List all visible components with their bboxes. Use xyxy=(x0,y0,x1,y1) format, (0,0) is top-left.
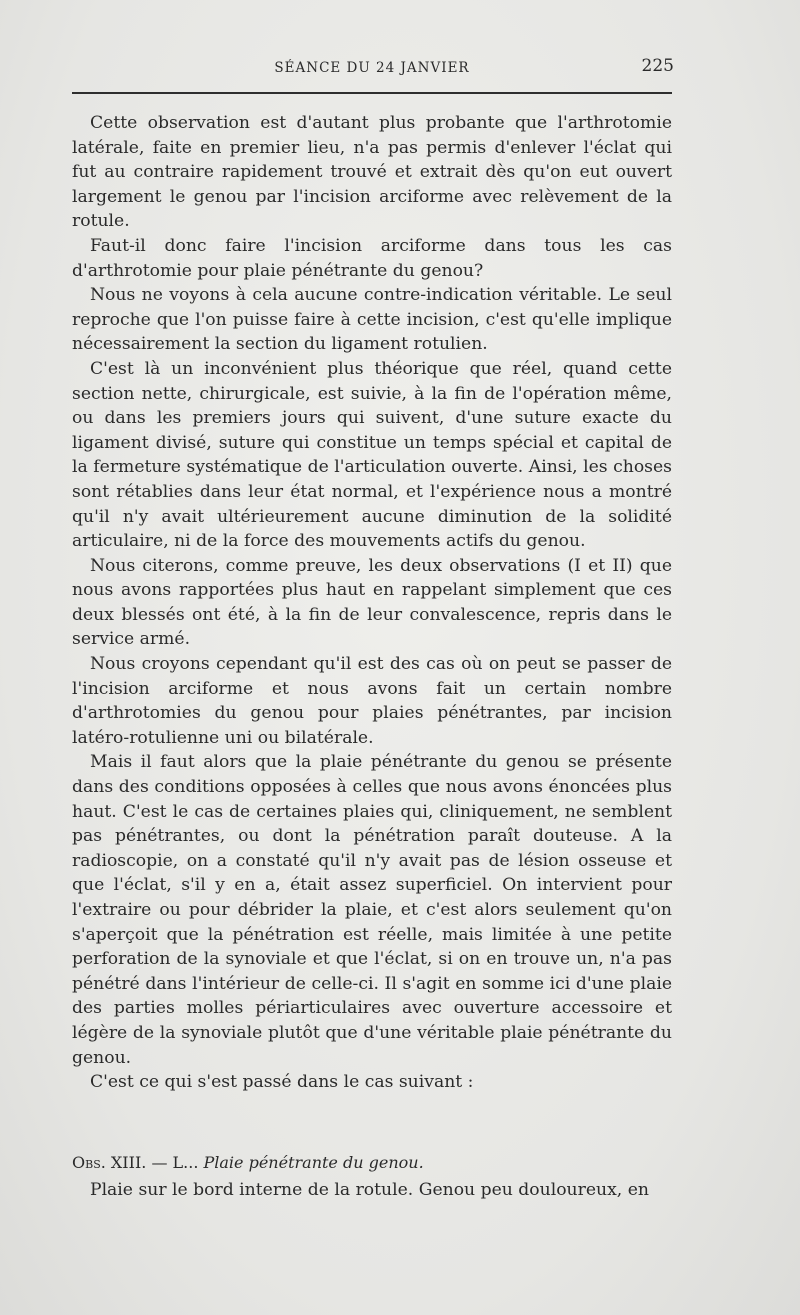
page-number: 225 xyxy=(641,56,674,76)
page-header xyxy=(72,56,672,80)
observation-title: Plaie pénétrante du genou. xyxy=(203,1153,424,1172)
observation-patient: — L... xyxy=(146,1153,204,1172)
observation-heading xyxy=(72,1151,672,1175)
running-head: SÉANCE DU 24 JANVIER xyxy=(274,60,470,76)
paragraph: Cette observation est d'autant plus probante que l'arthrotomie latérale, faite en premier lieu, n'a pas permis d'enlever l'éclat qui fut au contraire rapidement trouvé et extrait dès qu'on eut ouvert largement le genou par l'incision arciforme avec relèvement de la rotule. xyxy=(72,113,672,232)
paragraph: Faut-il donc faire l'incision arciforme dans tous les cas d'arthrotomie pour plaie pénétrante du genou? xyxy=(72,235,672,281)
paragraph: C'est là un inconvénient plus théorique que réel, quand cette section nette, chirurgicale, est suivie, à la fin de l'opération même, ou dans les premiers jours qui suivent, d'une suture exacte du ligament divisé, suture qui constitue un temps spécial et capital de la fermeture systématique de l'articulation ouverte. Ainsi, les choses sont rétablies dans leur état normal, et l'expérience nous a montré qu'il n'y avait ultérieurement aucune diminution de la solidité articulaire, ni de la force des mouvements actifs du genou. xyxy=(72,358,672,552)
header-rule xyxy=(72,92,672,94)
observation-label: Obs. XIII. xyxy=(72,1153,147,1172)
paragraph: Mais il faut alors que la plaie pénétrante du genou se présente dans des conditions opposées à celles que nous avons énoncées plus haut. C'est le cas de certaines plaies qui, cliniquement, ne semblent pas pénétrantes, ou dont la pénétration paraît douteuse. A la radioscopie, on a constaté qu'il n'y avait pas de lésion osseuse et que l'éclat, s'il y en a, était assez superficiel. On intervient pour l'extraire ou pour débrider la plaie, et c'est alors seulement qu'on s'aperçoit que la pénétration est réelle, mais limitée à une petite perforation de la synoviale et que l'éclat, si on en trouve un, n'a pas pénétré dans l'intérieur de celle-ci. Il s'agit en somme ici d'une plaie des parties molles périarticulaires avec ouverture accessoire et légère de la synoviale plutôt que d'une véritable plaie pénétrante du genou. xyxy=(72,752,672,1068)
body-text xyxy=(72,111,672,1095)
paragraph: Nous citerons, comme preuve, les deux observations (I et II) que nous avons rapportées plus haut en rappelant simplement que ces deux blessés ont été, à la fin de leur convalescence, repris dans le service armé. xyxy=(72,555,672,650)
paragraph: C'est ce qui s'est passé dans le cas suivant : xyxy=(90,1072,474,1093)
observation-first-line: Plaie sur le bord interne de la rotule. Genou peu douloureux, en xyxy=(90,1180,649,1200)
paragraph: Nous ne voyons à cela aucune contre-indication véritable. Le seul reproche que l'on puisse faire à cette incision, c'est qu'elle implique nécessairement la section du ligament rotulien. xyxy=(72,285,672,355)
paragraph: Nous croyons cependant qu'il est des cas où on peut se passer de l'incision arciforme et nous avons fait un certain nombre d'arthrotomies du genou pour plaies pénétrantes, par incision latéro-rotulienne uni ou bilatérale. xyxy=(72,654,672,748)
